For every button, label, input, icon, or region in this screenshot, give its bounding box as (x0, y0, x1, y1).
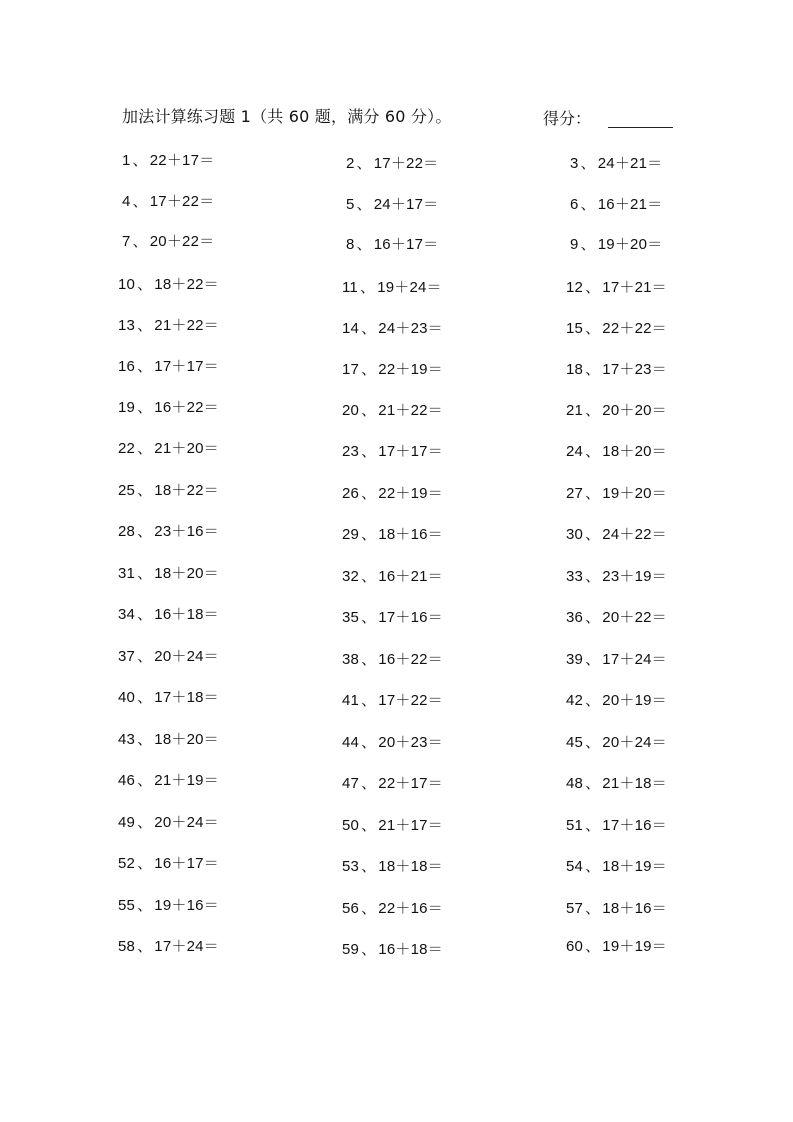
page-title: 加法计算练习题 1（共 60 题，满分 60 分）。 (122, 107, 452, 126)
problem-expression: 19＋20＝ (597, 236, 663, 253)
problem-expression: 16＋21＝ (378, 568, 443, 585)
problem-expression: 16＋18＝ (154, 606, 219, 623)
problem-40 (118, 686, 219, 707)
problem-29 (342, 523, 443, 544)
problem-expression: 20＋19＝ (602, 692, 667, 709)
problem-separator: 、 (359, 279, 376, 296)
problem-separator: 、 (361, 900, 377, 917)
problem-separator: 、 (361, 651, 377, 668)
problem-separator: 、 (361, 402, 377, 419)
problem-53 (342, 855, 443, 876)
problem-separator: 、 (132, 152, 148, 169)
problem-expression: 20＋24＝ (602, 734, 667, 751)
problem-expression: 23＋16＝ (154, 523, 219, 540)
problem-separator: 、 (580, 196, 596, 213)
problem-separator: 、 (361, 485, 377, 502)
problem-separator: 、 (361, 609, 377, 626)
problem-separator: 、 (585, 320, 601, 337)
problem-separator: 、 (132, 193, 148, 210)
problem-expression: 16＋18＝ (378, 941, 443, 958)
problem-56 (342, 897, 443, 918)
problem-separator: 、 (137, 440, 153, 457)
problem-expression: 19＋20＝ (602, 485, 667, 502)
score-label: 得分： (543, 109, 592, 128)
problem-37 (118, 645, 219, 666)
problem-number: 32 (342, 568, 360, 585)
problem-25 (118, 479, 219, 500)
problem-separator: 、 (137, 482, 153, 499)
problem-24 (566, 440, 667, 461)
problem-26 (342, 482, 443, 503)
problem-separator: 、 (585, 485, 601, 502)
problem-expression: 23＋19＝ (602, 568, 667, 585)
problem-expression: 17＋16＝ (378, 609, 443, 626)
problem-expression: 24＋17＝ (373, 196, 439, 213)
problem-30 (566, 523, 667, 544)
problem-10 (118, 273, 219, 294)
problem-separator: 、 (585, 651, 601, 668)
problem-38 (342, 648, 443, 669)
problem-number: 20 (342, 402, 360, 419)
problem-expression: 17＋22＝ (373, 155, 439, 172)
problem-2 (346, 152, 438, 173)
problem-separator: 、 (361, 320, 377, 337)
problem-number: 52 (118, 855, 136, 872)
problem-58 (118, 935, 219, 956)
problem-number: 2 (346, 155, 355, 172)
problem-number: 45 (566, 734, 584, 751)
problem-number: 21 (566, 402, 584, 419)
problem-13 (118, 314, 219, 335)
problem-57 (566, 897, 667, 918)
problem-5 (346, 193, 438, 214)
problem-number: 10 (118, 276, 136, 293)
problem-number: 4 (122, 193, 131, 210)
problem-35 (342, 606, 443, 627)
problem-number: 19 (118, 399, 136, 416)
problem-separator: 、 (580, 155, 596, 172)
problem-separator: 、 (356, 155, 372, 172)
problem-14 (342, 317, 443, 338)
problem-expression: 17＋17＝ (378, 443, 443, 460)
problem-separator: 、 (137, 814, 153, 831)
problem-separator: 、 (361, 734, 377, 751)
problem-39 (566, 648, 667, 669)
problem-expression: 20＋20＝ (602, 402, 667, 419)
problem-17 (342, 358, 443, 379)
problem-55 (118, 894, 219, 915)
problem-9 (570, 233, 662, 254)
problem-23 (342, 440, 443, 461)
problem-separator: 、 (137, 523, 153, 540)
problem-12 (566, 276, 667, 297)
problem-separator: 、 (137, 358, 153, 375)
problem-number: 27 (566, 485, 584, 502)
problem-separator: 、 (137, 938, 153, 955)
problem-expression: 24＋21＝ (597, 155, 663, 172)
problem-number: 41 (342, 692, 360, 709)
problem-number: 25 (118, 482, 136, 499)
problem-52 (118, 852, 219, 873)
problem-expression: 18＋18＝ (378, 858, 443, 875)
problem-number: 58 (118, 938, 136, 955)
problem-expression: 16＋17＝ (154, 855, 219, 872)
problem-59 (342, 938, 443, 959)
problem-expression: 18＋20＝ (154, 731, 219, 748)
problem-expression: 16＋22＝ (154, 399, 219, 416)
problem-number: 33 (566, 568, 584, 585)
problem-number: 50 (342, 817, 360, 834)
problem-expression: 17＋23＝ (602, 361, 667, 378)
problem-number: 37 (118, 648, 136, 665)
problem-number: 9 (570, 236, 579, 253)
problem-expression: 22＋17＝ (149, 152, 215, 169)
problem-number: 38 (342, 651, 360, 668)
problem-22 (118, 437, 219, 458)
problem-32 (342, 565, 443, 586)
problem-separator: 、 (585, 402, 601, 419)
problem-separator: 、 (361, 692, 377, 709)
problem-47 (342, 772, 443, 793)
problem-expression: 22＋19＝ (378, 485, 443, 502)
problem-separator: 、 (137, 606, 153, 623)
problem-separator: 、 (361, 817, 377, 834)
problem-expression: 21＋20＝ (154, 440, 219, 457)
problem-number: 15 (566, 320, 584, 337)
problem-15 (566, 317, 667, 338)
problem-number: 5 (346, 196, 355, 213)
problem-expression: 18＋20＝ (602, 443, 667, 460)
problem-expression: 24＋22＝ (602, 526, 667, 543)
problem-separator: 、 (361, 858, 377, 875)
problem-43 (118, 728, 219, 749)
problem-separator: 、 (585, 775, 601, 792)
problem-separator: 、 (585, 568, 601, 585)
problem-separator: 、 (580, 236, 596, 253)
problem-number: 14 (342, 320, 360, 337)
problem-expression: 20＋22＝ (602, 609, 667, 626)
problem-separator: 、 (361, 361, 377, 378)
problem-expression: 22＋22＝ (602, 320, 667, 337)
problem-42 (566, 689, 667, 710)
problem-number: 1 (122, 152, 131, 169)
problem-expression: 18＋19＝ (602, 858, 667, 875)
problem-number: 13 (118, 317, 136, 334)
problem-expression: 21＋22＝ (154, 317, 219, 334)
problem-separator: 、 (585, 526, 601, 543)
problem-number: 56 (342, 900, 360, 917)
problem-expression: 18＋22＝ (154, 482, 219, 499)
problem-number: 24 (566, 443, 584, 460)
problem-number: 11 (342, 279, 358, 296)
problem-separator: 、 (585, 900, 601, 917)
problem-expression: 19＋24＝ (377, 279, 442, 296)
problem-number: 40 (118, 689, 136, 706)
problem-separator: 、 (137, 772, 153, 789)
problem-21 (566, 399, 667, 420)
problem-expression: 17＋17＝ (154, 358, 219, 375)
problem-number: 47 (342, 775, 360, 792)
problem-separator: 、 (137, 565, 153, 582)
problem-number: 7 (122, 233, 131, 250)
problem-7 (122, 230, 214, 251)
problem-expression: 20＋22＝ (149, 233, 215, 250)
problem-expression: 17＋24＝ (602, 651, 667, 668)
problem-number: 8 (346, 236, 355, 253)
problem-number: 36 (566, 609, 584, 626)
problem-separator: 、 (137, 399, 153, 416)
problem-6 (570, 193, 662, 214)
problem-number: 55 (118, 897, 136, 914)
problem-number: 29 (342, 526, 360, 543)
problem-separator: 、 (356, 196, 372, 213)
problem-separator: 、 (585, 734, 601, 751)
problem-51 (566, 814, 667, 835)
problem-number: 48 (566, 775, 584, 792)
problem-separator: 、 (585, 817, 601, 834)
problem-number: 12 (566, 279, 584, 296)
problem-number: 35 (342, 609, 360, 626)
problem-expression: 16＋17＝ (373, 236, 439, 253)
problem-separator: 、 (137, 317, 153, 334)
problem-separator: 、 (137, 648, 153, 665)
problem-36 (566, 606, 667, 627)
problem-44 (342, 731, 443, 752)
problem-46 (118, 769, 219, 790)
problem-16 (118, 355, 219, 376)
problem-expression: 21＋18＝ (602, 775, 667, 792)
problem-number: 42 (566, 692, 584, 709)
problem-20 (342, 399, 443, 420)
problem-number: 17 (342, 361, 360, 378)
problem-number: 6 (570, 196, 579, 213)
problem-expression: 19＋16＝ (154, 897, 219, 914)
problem-expression: 20＋24＝ (154, 648, 219, 665)
problem-number: 30 (566, 526, 584, 543)
score-blank-line (608, 127, 673, 128)
problem-33 (566, 565, 667, 586)
problem-separator: 、 (585, 692, 601, 709)
problem-expression: 21＋17＝ (378, 817, 443, 834)
problem-expression: 18＋16＝ (602, 900, 667, 917)
problem-number: 34 (118, 606, 136, 623)
problem-expression: 16＋21＝ (597, 196, 663, 213)
problem-60 (566, 935, 667, 956)
problem-number: 39 (566, 651, 584, 668)
problem-54 (566, 855, 667, 876)
problem-separator: 、 (132, 233, 148, 250)
problem-expression: 16＋22＝ (378, 651, 443, 668)
problem-number: 60 (566, 938, 584, 955)
problem-expression: 22＋17＝ (378, 775, 443, 792)
problem-expression: 17＋22＝ (378, 692, 443, 709)
problem-number: 22 (118, 440, 136, 457)
problem-4 (122, 190, 214, 211)
problem-expression: 22＋19＝ (378, 361, 443, 378)
problem-number: 18 (566, 361, 584, 378)
problem-expression: 22＋16＝ (378, 900, 443, 917)
problem-expression: 21＋19＝ (154, 772, 219, 789)
problem-number: 16 (118, 358, 136, 375)
problem-separator: 、 (585, 858, 601, 875)
problem-expression: 18＋22＝ (154, 276, 219, 293)
problem-separator: 、 (585, 938, 601, 955)
problem-expression: 18＋20＝ (154, 565, 219, 582)
problem-11 (342, 276, 442, 297)
problem-separator: 、 (137, 689, 153, 706)
problem-separator: 、 (585, 279, 601, 296)
problem-28 (118, 520, 219, 541)
problem-separator: 、 (361, 941, 377, 958)
problem-expression: 17＋24＝ (154, 938, 219, 955)
problem-expression: 20＋23＝ (378, 734, 443, 751)
problem-19 (118, 396, 219, 417)
problem-number: 59 (342, 941, 360, 958)
problem-separator: 、 (585, 443, 601, 460)
problem-48 (566, 772, 667, 793)
problem-1 (122, 149, 214, 170)
problem-number: 23 (342, 443, 360, 460)
problem-number: 53 (342, 858, 360, 875)
problem-expression: 21＋22＝ (378, 402, 443, 419)
problem-number: 57 (566, 900, 584, 917)
problem-31 (118, 562, 219, 583)
problem-number: 44 (342, 734, 360, 751)
problem-separator: 、 (585, 609, 601, 626)
problem-number: 46 (118, 772, 136, 789)
problem-separator: 、 (361, 526, 377, 543)
problem-separator: 、 (356, 236, 372, 253)
problem-expression: 24＋23＝ (378, 320, 443, 337)
problem-number: 54 (566, 858, 584, 875)
problem-separator: 、 (361, 443, 377, 460)
problem-49 (118, 811, 219, 832)
problem-number: 49 (118, 814, 136, 831)
problem-number: 51 (566, 817, 584, 834)
problem-expression: 17＋22＝ (149, 193, 215, 210)
problem-expression: 17＋18＝ (154, 689, 219, 706)
problem-27 (566, 482, 667, 503)
problem-8 (346, 233, 438, 254)
problem-separator: 、 (137, 731, 153, 748)
problem-number: 31 (118, 565, 136, 582)
problem-separator: 、 (137, 855, 153, 872)
problem-separator: 、 (137, 276, 153, 293)
problem-expression: 19＋19＝ (602, 938, 667, 955)
problem-expression: 20＋24＝ (154, 814, 219, 831)
problem-41 (342, 689, 443, 710)
problem-separator: 、 (361, 775, 377, 792)
problem-expression: 18＋16＝ (378, 526, 443, 543)
problem-expression: 17＋16＝ (602, 817, 667, 834)
problem-34 (118, 603, 219, 624)
problem-number: 26 (342, 485, 360, 502)
problem-number: 28 (118, 523, 136, 540)
problem-number: 43 (118, 731, 136, 748)
problem-3 (570, 152, 662, 173)
problem-separator: 、 (137, 897, 153, 914)
problem-18 (566, 358, 667, 379)
problem-expression: 17＋21＝ (602, 279, 667, 296)
problem-45 (566, 731, 667, 752)
problem-number: 3 (570, 155, 579, 172)
problem-separator: 、 (361, 568, 377, 585)
problem-separator: 、 (585, 361, 601, 378)
problem-50 (342, 814, 443, 835)
